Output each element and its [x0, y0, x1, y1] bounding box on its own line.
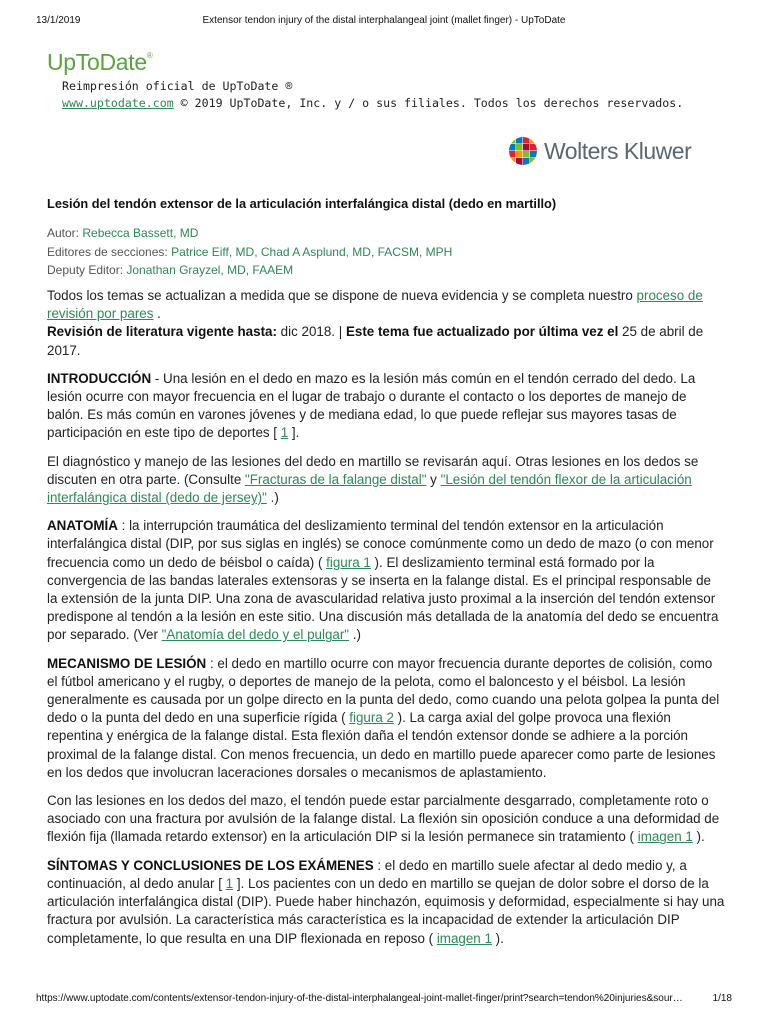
- intro2-text-end: .): [266, 490, 279, 506]
- deputy-editor-row: [47, 261, 452, 280]
- anatomy-text-2: ). El deslizamiento terminal está formado por la convergencia de las bandas laterales extensoras y se inserta en la falange distal. Es el principal responsable de la extensión de la junta DIP. Una zona de avascularidad relativa justo proximal a la inserción del tendón extensor predispone al tendón a la lesión en este sitio. Una discusión más detallada de la anatomía del dedo se encuentra por separado. (Ver: [47, 554, 719, 643]
- wolters-kluwer-logo: [508, 136, 691, 166]
- print-page-title: Extensor tendon injury of the distal interphalangeal joint (mallet finger) - UpToDate: [202, 15, 566, 26]
- image-1-link[interactable]: imagen 1: [436, 930, 492, 946]
- print-date: 13/1/2019: [36, 15, 81, 26]
- page-number: 1/18: [712, 993, 732, 1004]
- deputy-editor-label: Deputy Editor:: [47, 263, 127, 277]
- wolters-kluwer-globe-icon: [508, 136, 538, 166]
- reference-link[interactable]: 1: [280, 425, 289, 441]
- update-notice: [47, 287, 725, 360]
- review-label: Revisión de literatura vigente hasta:: [47, 324, 277, 340]
- distal-phalanx-fractures-link[interactable]: "Fracturas de la falange distal": [245, 471, 427, 487]
- uptodate-site-link[interactable]: www.uptodate.com: [62, 96, 174, 110]
- intro-paragraph: [47, 370, 725, 443]
- intro-text: - Una lesión en el dedo en mazo es la lesión más común en el tendón cerrado del dedo. La lesión ocurre con mayor frecuencia en el lugar de trabajo o durante el contacto o los deportes de manejo de balón. Es más común en varones jóvenes y de mediana edad, lo que puede reflejar sus mayores tasas de participación en este tipo de deportes [: [47, 370, 696, 441]
- mechanism-heading: MECANISMO DE LESIÓN: [47, 655, 207, 671]
- intro2-text: El diagnóstico y manejo de las lesiones del dedo en martillo se revisarán aquí. Otras lesiones en los dedos se discuten en otra parte. (Consulte: [47, 453, 699, 487]
- anatomy-text: : la interrupción traumática del deslizamiento terminal del tendón extensor en la articulación interfalángica distal (DIP, por sus siglas en inglés) se conoce comúnmente como un dedo de mazo (o con menor frecuencia como un dedo de béisbol o caída) (: [47, 518, 714, 570]
- reprint-notice: [62, 79, 683, 110]
- peer-review-link[interactable]: proceso de revisión por pares: [47, 288, 703, 322]
- article-body: [47, 287, 725, 958]
- review-date: dic 2018. |: [276, 324, 346, 340]
- mechanism2-text: Con las lesiones en los dedos del mazo, el tendón puede estar parcialmente desgarrado, completamente roto o asociado con una fractura por avulsión de la falange distal. La flexión sin oposición conduce a una deformidad de flexión fija (llamada retardo extensor) en la articulación DIP si la lesión permanece sin tratamiento (: [47, 793, 720, 845]
- intro2-conj: y: [426, 471, 441, 487]
- symptoms-text-end: ).: [491, 930, 504, 946]
- intro-paragraph-2: [47, 453, 725, 508]
- update-text: Todos los temas se actualizan a medida que se dispone de nueva evidencia y se completa nuestro: [47, 288, 637, 303]
- update-text-end: .: [153, 306, 161, 322]
- section-editors-row: [47, 243, 452, 262]
- jersey-finger-link[interactable]: "Lesión del tendón flexor de la articulación interfalángica distal (dedo de jersey)": [47, 471, 692, 506]
- figure-2-link[interactable]: figura 2: [349, 710, 394, 726]
- mechanism-text-2: ). La carga axial del golpe provoca una flexión repentina y enérgica de la falange distal. Esta flexión daña el tendón extensor donde se adhiere a la porción proximal de la falange distal. Con menos frecuencia, un dedo en martillo puede aparecer como parte de lesiones en los dedos que involucran laceraciones dorsales o mecanismos de aplastamiento.: [47, 710, 716, 780]
- anatomy-paragraph: [47, 517, 725, 644]
- image-1-link[interactable]: imagen 1: [637, 829, 693, 845]
- mechanism2-text-end: ).: [692, 829, 705, 845]
- mechanism-paragraph: [47, 655, 725, 782]
- mechanism-text: : el dedo en martillo ocurre con mayor frecuencia durante deportes de colisión, como el fútbol americano y el rugby, o deportes de manejo de la pelota, como el baloncesto y el béisbol. La lesión generalmente es causada por un golpe directo en la punta del dedo, como cuando una pelota golpea la punta del dedo o la punta del dedo en una superficie rígida (: [47, 655, 720, 726]
- logo-text: UpToDate: [47, 49, 147, 75]
- symptoms-text-2: ]. Los pacientes con un dedo en martillo se quejan de dolor sobre el dorso de la articulación interfalángica distal (DIP). Puede haber hinchazón, equimosis y deformidad, especialmente si hay una fractura por avulsión. La característica más característica es la incapacidad de extender la articulación DIP completamente, lo que resulta en una DIP flexionada en reposo (: [47, 875, 725, 946]
- updated-label: Este tema fue actualizado por última vez el: [345, 324, 619, 340]
- print-header: [36, 15, 732, 29]
- mechanism-paragraph-2: [47, 792, 725, 847]
- author-row: [47, 224, 452, 243]
- author-link[interactable]: Rebecca Bassett, MD: [82, 226, 199, 240]
- article-meta: [47, 224, 452, 280]
- article-title: Lesión del tendón extensor de la articulación interfalángica distal (dedo en martillo): [47, 196, 557, 211]
- reprint-line: Reimpresión oficial de UpToDate ®: [62, 79, 293, 93]
- symptoms-heading: SÍNTOMAS Y CONCLUSIONES DE LOS EXÁMENES: [47, 857, 374, 873]
- wolters-kluwer-name: Wolters Kluwer: [544, 137, 692, 164]
- intro-text-end: ].: [288, 425, 300, 441]
- registered-mark: ®: [146, 51, 153, 60]
- anatomy-text-end: .): [349, 627, 361, 643]
- uptodate-logo: [47, 49, 153, 76]
- section-editors-link[interactable]: Patrice Eiff, MD, Chad A Asplund, MD, FACSM, MPH: [171, 244, 453, 259]
- anatomy-heading: ANATOMÍA: [47, 518, 118, 534]
- print-url: https://www.uptodate.com/contents/extensor-tendon-injury-of-the-distal-interphalangeal-joint-mallet-finger/print?search=tendon%20injuries&sour…: [36, 993, 683, 1004]
- symptoms-text: : el dedo en martillo suele afectar al dedo medio y, a continuación, al dedo anular [: [47, 857, 687, 891]
- finger-anatomy-link[interactable]: "Anatomía del dedo y el pulgar": [161, 627, 350, 643]
- symptoms-paragraph: [47, 857, 725, 948]
- updated-date: 25 de abril de 2017.: [47, 324, 704, 358]
- print-footer: [36, 993, 732, 1007]
- section-editors-label: Editores de secciones:: [47, 244, 172, 259]
- copyright-text: © 2019 UpToDate, Inc. y / o sus filiales. Todos los derechos reservados.: [173, 96, 684, 110]
- intro-heading: INTRODUCCIÓN: [47, 370, 152, 386]
- author-label: Autor:: [47, 226, 83, 240]
- figure-1-link[interactable]: figura 1: [326, 554, 371, 570]
- deputy-editor-link[interactable]: Jonathan Grayzel, MD, FAAEM: [126, 263, 294, 277]
- reference-link[interactable]: 1: [225, 875, 234, 891]
